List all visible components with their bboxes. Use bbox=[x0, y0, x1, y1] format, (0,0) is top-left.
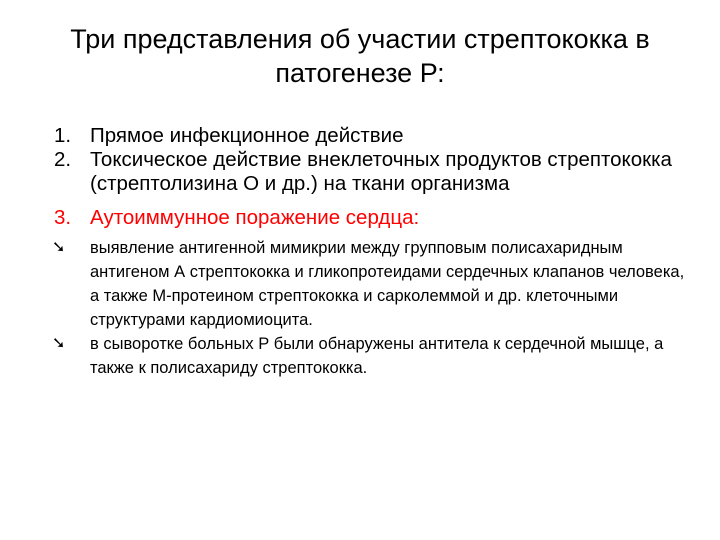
slide-title bbox=[40, 22, 680, 90]
list-item-number: 1. bbox=[54, 124, 72, 147]
south-east-arrow-icon: ➘ bbox=[52, 239, 66, 256]
list-item-3 bbox=[0, 206, 700, 230]
list-item-number: 2. bbox=[54, 148, 72, 171]
sub-list-item-text: выявление антигенной мимикрии между групповым полисахаридным антигеном А стрептококка и гликопротеидами сердечных клапанов человека, а также М-протеином стрептококка и сарколеммой и др. клеточными структурами кардиомиоцита. bbox=[90, 239, 685, 329]
sub-list-item-1 bbox=[0, 236, 700, 332]
title-line-2: патогенезе Р: bbox=[275, 58, 445, 88]
sub-list-item-2 bbox=[0, 332, 700, 380]
list-item-2 bbox=[0, 148, 700, 196]
numbered-list bbox=[0, 124, 700, 380]
list-item-1 bbox=[0, 124, 700, 148]
list-item-number: 3. bbox=[54, 206, 72, 229]
sub-list bbox=[0, 236, 700, 380]
list-item-text: Токсическое действие внеклеточных продуктов стрептококка (стрептолизина О и др.) на ткани организма bbox=[90, 148, 672, 195]
list-item-text: Аутоиммунное поражение сердца: bbox=[90, 206, 420, 229]
list-item-text: Прямое инфекционное действие bbox=[90, 124, 404, 147]
sub-list-item-text: в сыворотке больных Р были обнаружены антитела к сердечной мышце, а также к полисахариду стрептококка. bbox=[90, 335, 664, 377]
title-line-1: Три представления об участии стрептококка в bbox=[70, 24, 650, 54]
south-east-arrow-icon: ➘ bbox=[52, 335, 66, 352]
